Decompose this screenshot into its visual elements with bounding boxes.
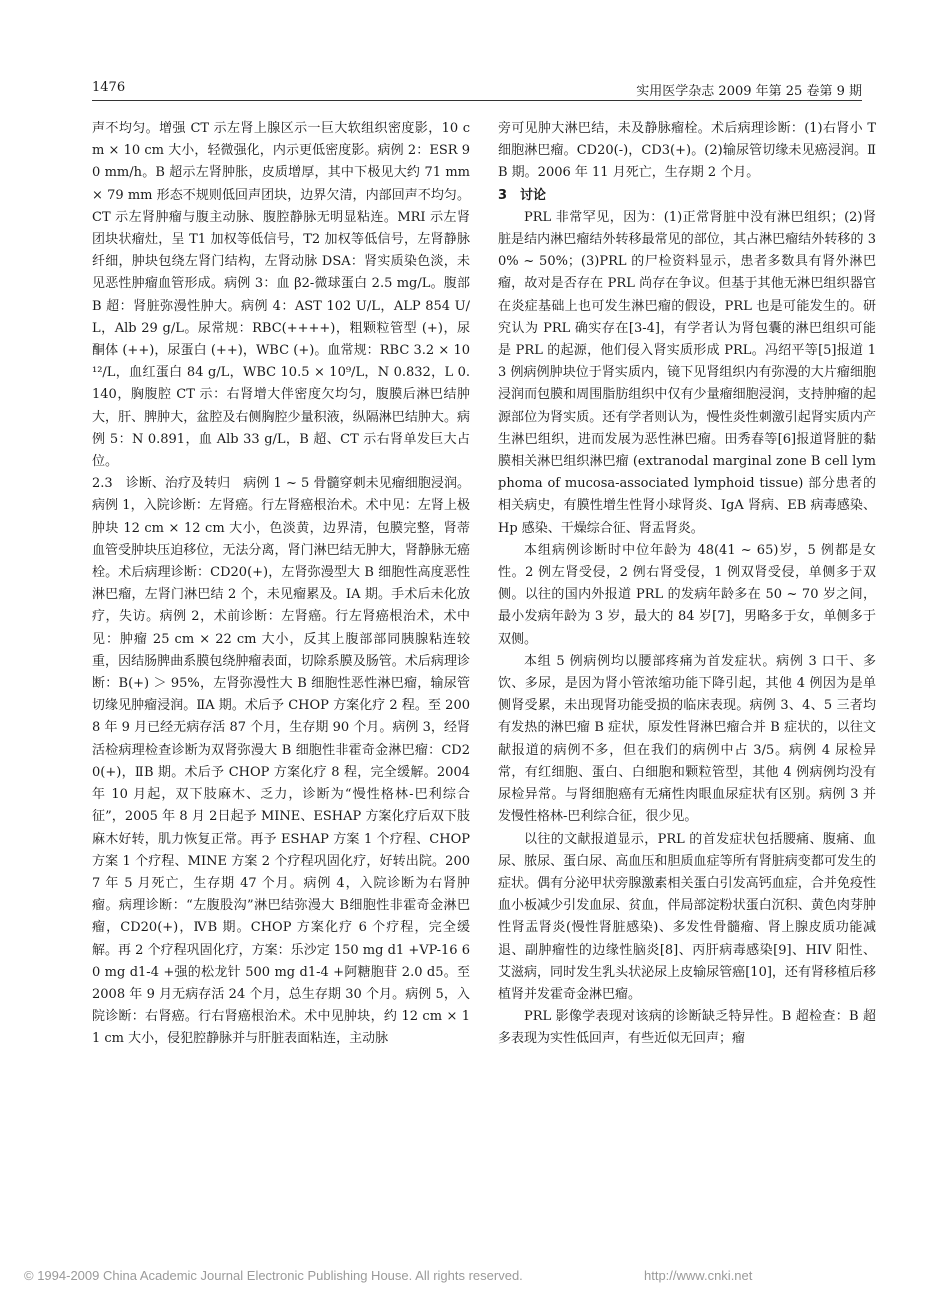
page-header: [92, 78, 862, 101]
page-number: 1476: [92, 80, 126, 95]
paragraph: 本组病例诊断时中位年龄为 48(41 ~ 65)岁，5 例都是女性。2 例左肾受侵，2 例右肾受侵，1 例双肾受侵，单侧多于双侧。以往的国内外报道 PRL 的发病年龄多在 50 ~ 70 岁之间，最小发病年龄为 3 岁，最大的 84 岁[7]，男略多于女，单侧多于双侧。: [498, 542, 876, 647]
paragraph: 2.3 诊断、治疗及转归 病例 1 ~ 5 骨髓穿刺未见瘤细胞浸润。病例 1，入院诊断：左肾癌。行左肾癌根治术。术中见：左肾上极肿块 12 cm × 12 cm 大小，色淡黄，边界清，包膜完整，肾蒂血管受肿块压迫移位，无法分离，肾门淋巴结无肿大，肾静脉无癌栓。术后病理诊断：CD20(+)，左肾弥漫型大 B 细胞性高度恶性淋巴瘤，左肾门淋巴结 2 个，未见瘤累及。ⅠA 期。手术后未化放疗，失访。病例 2，术前诊断：左肾癌。行左肾癌根治术，术中见：肿瘤 25 cm × 22 cm 大小，反其上腹部部同胰腺粘连较重，因结肠脾曲系膜包绕肿瘤表面，切除系膜及肠管。术后病理诊断：B(+) ＞ 95%，左肾弥漫性大 B 细胞性恶性淋巴瘤，输尿管切缘见肿瘤浸润。ⅡA 期。术后予 CHOP 方案化疗 2 程。至 2008 年 9 月已经无病存活 87 个月，生存期 90 个月。病例 3，经肾活检病理检查诊断为双肾弥漫大 B 细胞性非霍奇金淋巴瘤：CD20(+)，ⅡB 期。术后予 CHOP 方案化疗 8 程，完全缓解。2004 年 10 月起，双下肢麻木、乏力，诊断为“慢性格林-巴利综合征”，2005 年 8 月 2日起予 MINE、ESHAP 方案化疗后双下肢麻木好转，肌力恢复正常。再予 ESHAP 方案 1 个疗程、CHOP 方案 1 个疗程、MINE 方案 2 个疗程巩固化疗，好转出院。2007 年 5 月死亡，生存期 47 个月。病例 4，入院诊断为右肾肿瘤。病理诊断：“左腹股沟”淋巴结弥漫大 B细胞性非霍奇金淋巴瘤，CD20(+)，ⅣB 期。CHOP 方案化疗 6 个疗程，完全缓解。再 2 个疗程巩固化疗，方案：乐沙定 150 mg d1 +VP-16 60 mg d1-4 +强的松龙针 500 mg d1-4 +阿糖胞苷 2.0 d5。至 2008 年 9 月无病存活 24 个月，总生存期 30 个月。病例 5，入院诊断：右肾癌。行右肾癌根治术。术中见肿块，约 12 cm × 11 cm 大小，侵犯腔静脉并与肝脏表面粘连，主动脉: [92, 476, 470, 1047]
paragraph: 声不均匀。增强 CT 示左肾上腺区示一巨大软组织密度影，10 cm × 10 cm 大小，轻微强化，内示更低密度影。病例 2：ESR 90 mm/h。B 超示左肾肿胀，皮质增厚，其中下极见大约 71 mm × 79 mm 形态不规则低回声团块，边界欠清，内部回声不均匀。CT 示左肾肿瘤与腹主动脉、腹腔静脉无明显粘连。MRI 示左肾团块状瘤灶，呈 T1 加权等低信号，T2 加权等低信号，左肾静脉纤细，肿块包绕左肾门结构，左肾动脉 DSA：肾实质染色淡，未见恶性肿瘤血管形成。病例 3：血 β2-微球蛋白 2.5 mg/L。腹部 B 超：肾脏弥漫性肿大。病例 4：AST 102 U/L，ALP 854 U/L，Alb 29 g/L。尿常规：RBC(++++)，粗颗粒管型 (+)，尿酮体 (++)，尿蛋白 (++)，WBC (+)。血常规：RBC 3.2 × 10¹²/L，血红蛋白 84 g/L，WBC 10.5 × 10⁹/L，N 0.832，L 0.140，胸腹腔 CT 示：右肾增大伴密度欠均匀，腹膜后淋巴结肿大，肝、脾肿大，盆腔及右侧胸腔少量积液，纵隔淋巴结肿大。病例 5：N 0.891，血 Alb 33 g/L，B 超、CT 示右肾单发巨大占位。: [92, 121, 470, 470]
left-column: [92, 118, 470, 1051]
paragraph: PRL 非常罕见，因为：(1)正常肾脏中没有淋巴组织；(2)肾脏是结内淋巴瘤结外转移最常见的部位，其占淋巴瘤结外转移的 30% ~ 50%；(3)PRL 的尸检资料显示，患者多数具有肾外淋巴瘤，故对是否存在 PRL 尚存在争议。但基于其他无淋巴组织器官在炎症基础上也可发生淋巴瘤的假设，PRL 也是可能发生的。研究认为 PRL 确实存在[3-4]，有学者认为肾包囊的淋巴组织可能是 PRL 的起源，他们侵入肾实质形成 PRL。冯绍平等[5]报道 13 例病例肿块位于肾实质内，镜下见肾组织内有弥漫的大片瘤细胞浸润而包膜和周围脂肪组织中仅有少量瘤细胞浸润，支持肿瘤的起源部位为肾实质。还有学者则认为，慢性炎性刺激引起肾实质内产生淋巴组织，进而发展为恶性淋巴瘤。田秀春等[6]报道肾脏的黏膜相关淋巴组织淋巴瘤 (extranodal marginal zone B cell lymphoma of mucosa-associated lymphoid tissue) 部分患者的相关病史，有膜性增生性肾小球肾炎、IgA 肾病、EB 病毒感染、Hp 感染、干燥综合征、肾盂肾炎。: [498, 209, 876, 536]
paragraph: 以往的文献报道显示，PRL 的首发症状包括腰痛、腹痛、血尿、脓尿、蛋白尿、高血压和胆质血症等所有肾脏病变都可发生的症状。偶有分泌甲状旁腺激素相关蛋白引发高钙血症，合并免疫性血小板减少引发血尿、贫血，伴局部淀粉状蛋白沉积、黄色肉芽肿性肾盂肾炎(慢性肾脏感染)、多发性骨髓瘤、肾上腺皮质功能减退、副肿瘤性的边缘性脑炎[8]、丙肝病毒感染[9]、HIV 阳性、艾滋病，同时发生乳头状泌尿上皮输尿管癌[10]，还有肾移植后移植肾并发霍奇金淋巴瘤。: [498, 831, 876, 1002]
right-column: [498, 118, 876, 1051]
paragraph: 本组 5 例病例均以腰部疼痛为首发症状。病例 3 口干、多饮、多尿，是因为肾小管浓缩功能下降引起，其他 4 例因为是单侧肾受累，未出现肾功能受损的临床表现。病例 3、4、5 三者均有发热的淋巴瘤 B 症状，原发性肾淋巴瘤合并 B 症状的，以往文献报道的病例不多，但在我们的病例中占 3/5。病例 4 尿检异常，有红细胞、蛋白、白细胞和颗粒管型，其他 4 例病例均没有尿检异常。与肾细胞癌有无痛性肉眼血尿症状有区别。病例 3 并发慢性格林-巴利综合征，很少见。: [498, 653, 876, 825]
footer-url[interactable]: http://www.cnki.net: [644, 1268, 753, 1283]
copyright-notice: © 1994-2009 China Academic Journal Electronic Publishing House. All rights reserved.: [24, 1268, 523, 1283]
paragraph: PRL 影像学表现对该病的诊断缺乏特异性。B 超检查：B 超多表现为实性低回声，有些近似无回声；瘤: [498, 1009, 876, 1047]
section-heading: 3 讨论: [498, 187, 547, 203]
paragraph: 旁可见肿大淋巴结，未及静脉瘤栓。术后病理诊断：(1)右肾小 T 细胞淋巴瘤。CD20(-)，CD3(+)。(2)输尿管切缘未见癌浸润。ⅡB 期。2006 年 11 月死亡，生存期 2 个月。: [498, 121, 876, 181]
journal-info: 实用医学杂志 2009 年第 25 卷第 9 期: [636, 84, 862, 99]
